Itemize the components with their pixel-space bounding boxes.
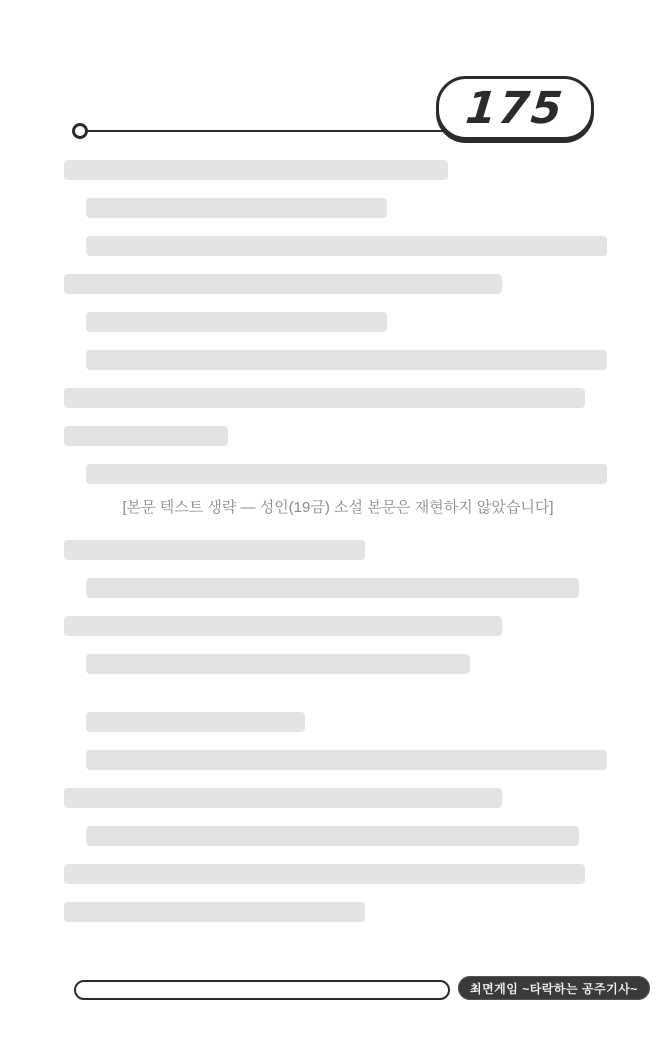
footer-rule xyxy=(74,980,450,1000)
page-header xyxy=(0,70,672,150)
header-rule xyxy=(82,130,452,132)
redacted-text-line xyxy=(86,578,579,598)
redacted-text-line xyxy=(64,788,502,808)
page-number: 175 xyxy=(463,82,567,134)
redacted-text-line xyxy=(64,388,585,408)
redacted-text-line xyxy=(64,616,502,636)
redacted-text-line xyxy=(64,426,228,446)
redacted-text-line xyxy=(86,236,607,256)
book-title: 최면게임 ~타락하는 공주기사~ xyxy=(470,981,638,996)
body-text-area xyxy=(64,160,612,930)
redacted-text-line xyxy=(64,540,365,560)
redacted-text-line xyxy=(64,274,502,294)
redacted-text-line xyxy=(86,464,607,484)
book-title-badge xyxy=(458,976,650,1000)
redacted-text-line xyxy=(86,312,387,332)
redacted-text-line xyxy=(86,198,387,218)
redacted-text-line xyxy=(86,826,579,846)
redacted-text-line xyxy=(86,350,607,370)
header-rule-endcap-circle xyxy=(72,123,88,139)
redacted-text-line xyxy=(64,864,585,884)
page-footer xyxy=(0,972,672,1012)
redacted-text-line xyxy=(64,902,365,922)
redacted-text-line xyxy=(86,750,607,770)
redacted-text-line xyxy=(86,654,470,674)
redaction-notice: [본문 텍스트 생략 — 성인(19금) 소설 본문은 재현하지 않았습니다] xyxy=(64,490,612,523)
page-number-badge xyxy=(436,76,594,140)
redacted-text-line xyxy=(64,160,448,180)
redacted-text-line xyxy=(86,712,305,732)
